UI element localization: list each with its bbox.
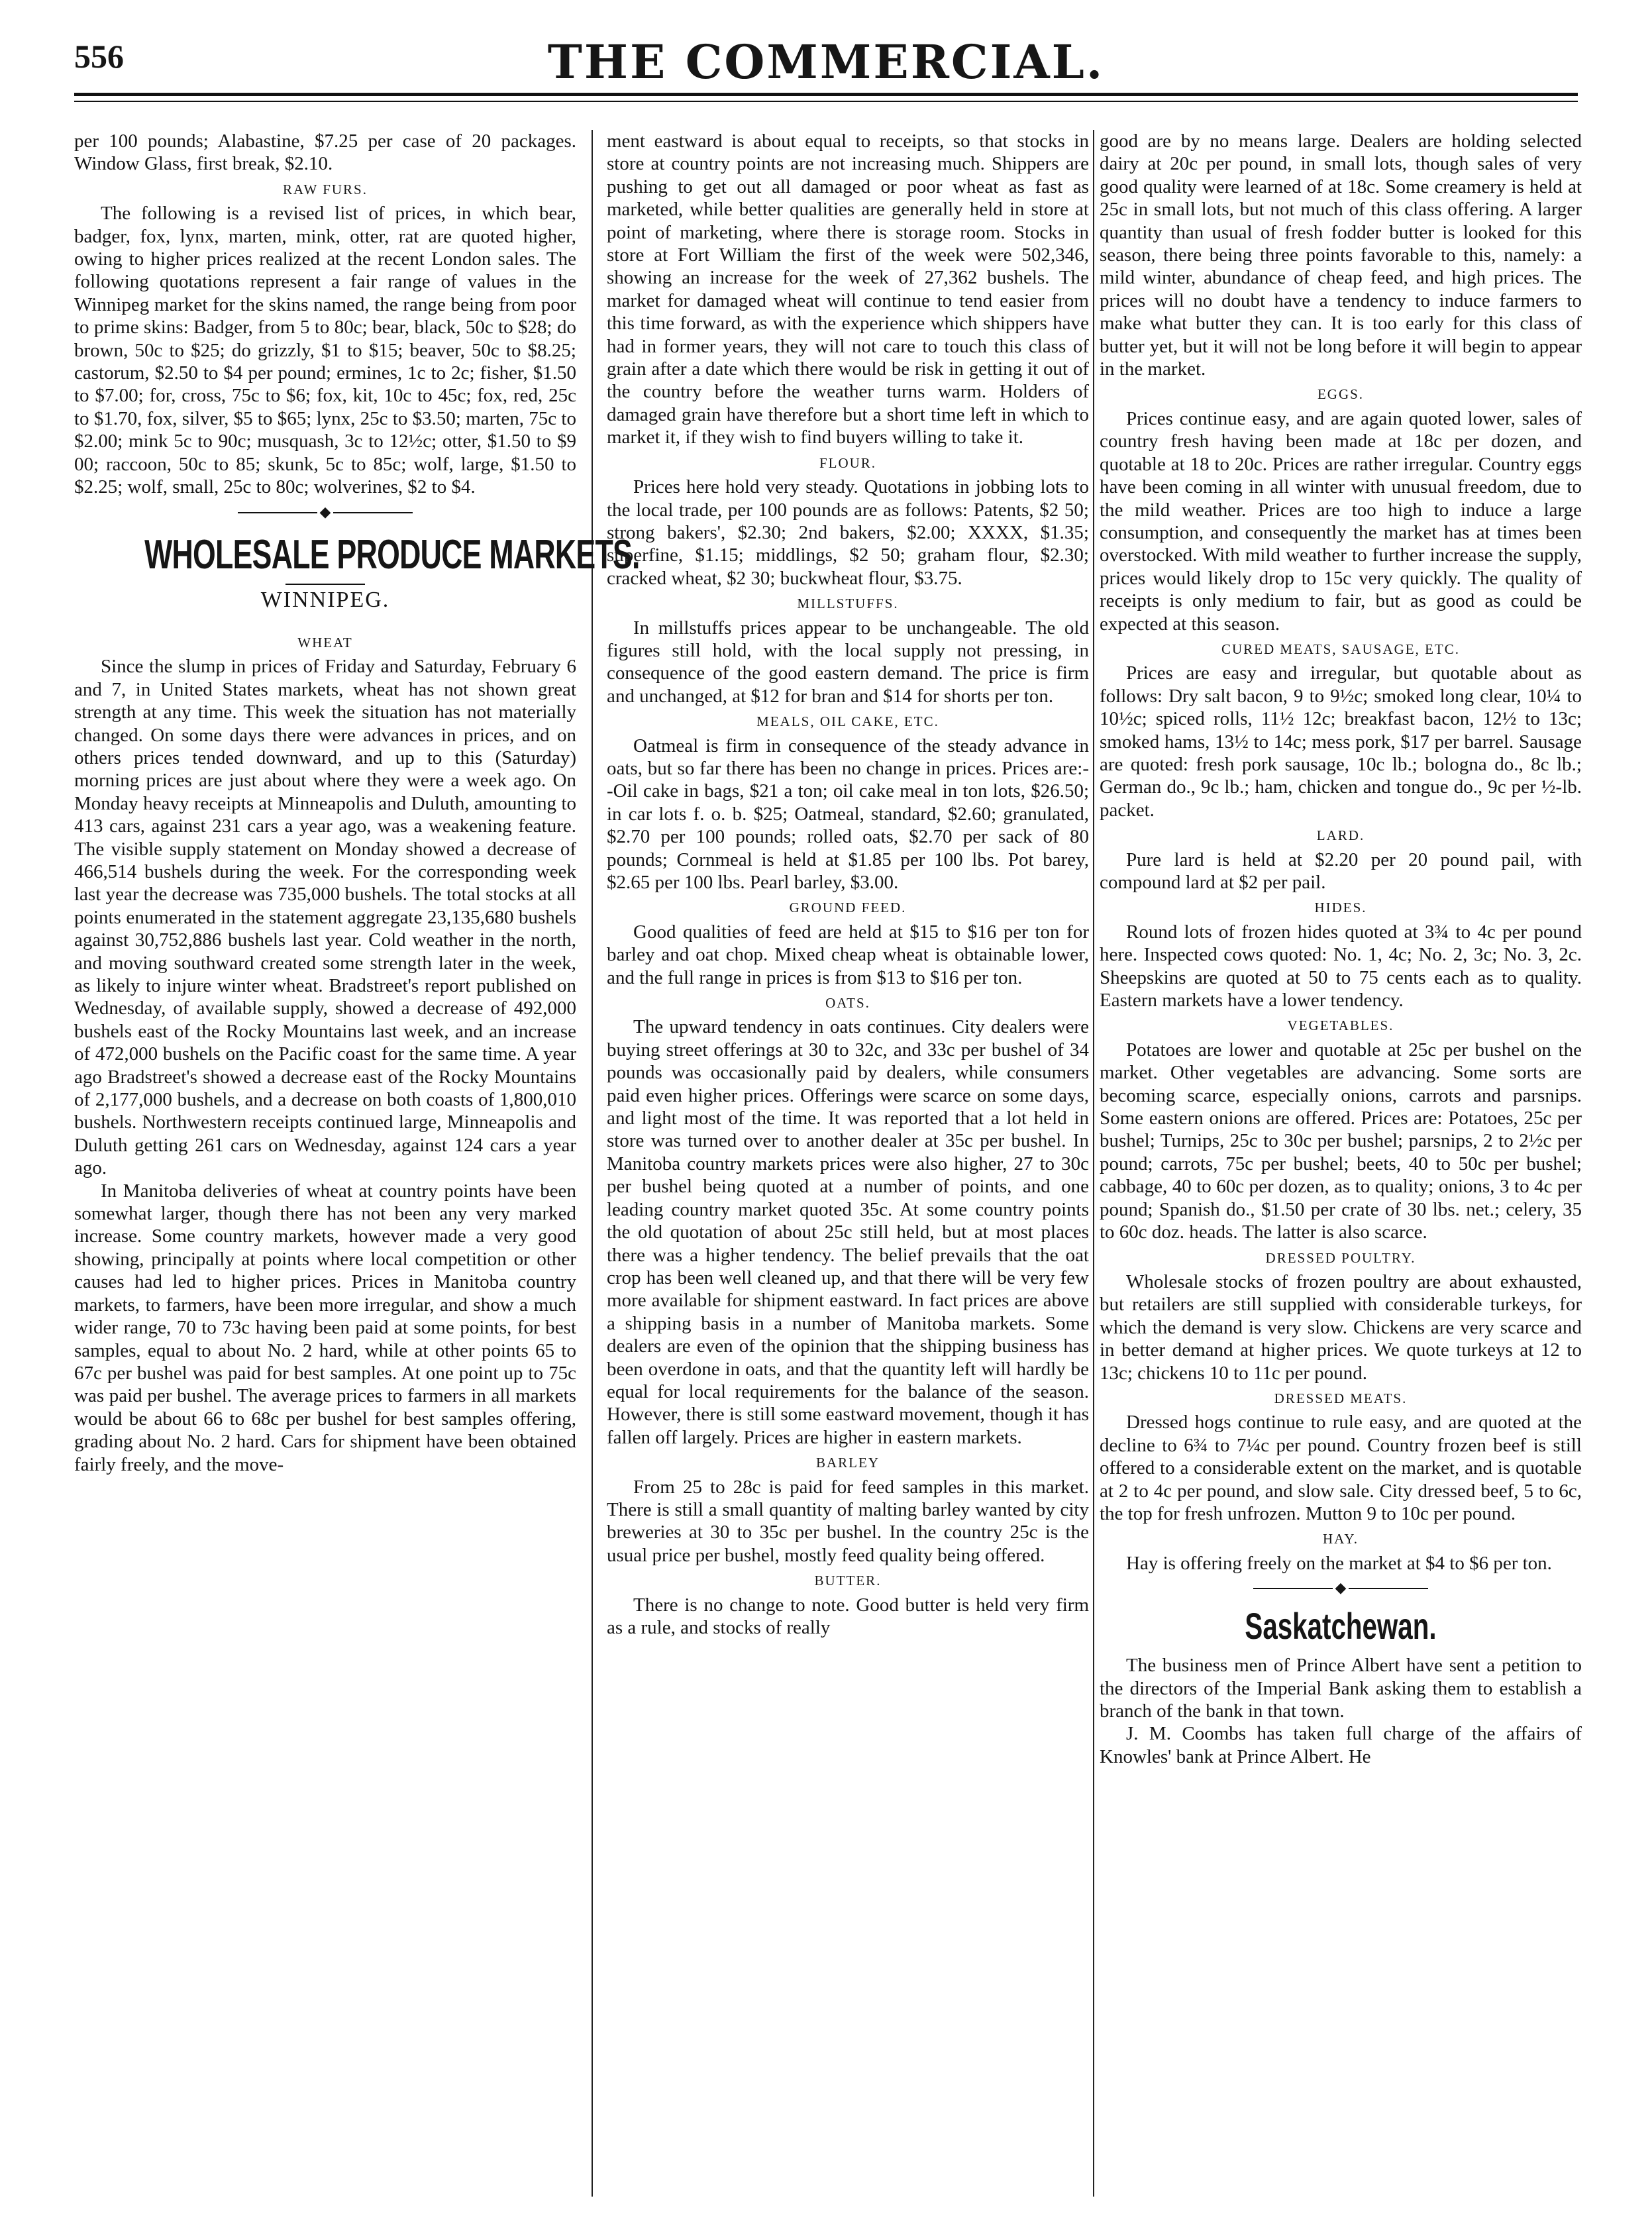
article-paragraph: good are by no means large. Dealers are holding selected dairy at 20c per pound, in small lots, though sales of very good quality were learned of at 18c. Some creamery is held at 25c in small lots, but not much of this class offering. A larger quantity than usual of fresh fodder butter is looked for this season, there being three points favorable to this, namely: a mild winter, abundance of cheap feed, and high prices. The prices will no doubt have a tendency to induce farmers to make what butter they can. It is too early for this class of butter yet, but it will not be long before it will begin to appear in the market. [1100, 130, 1582, 380]
article-paragraph: Prices here hold very steady. Quotations in jobbing lots to the local trade, per 100 pounds are as follows: Patents, $2 50; strong bakers', $2.30; 2nd bakers, $2.00; XXXX, $1.35; superfine, $1.15; middlings, $2 50; graham flour, $2.30; cracked wheat, $2 30; buckwheat flour, $3.75. [607, 476, 1089, 589]
masthead: THE COMMERCIAL. [547, 34, 1105, 89]
column-2 [607, 130, 1089, 2216]
masthead-rule-thick [74, 93, 1578, 96]
section-heading: EGGS. [1317, 386, 1365, 403]
section-heading: BUTTER. [814, 1573, 882, 1589]
ornament-divider: ◆ [1100, 1575, 1582, 1601]
section-heading: MILLSTUFFS. [797, 596, 899, 612]
section-heading: HIDES. [1314, 900, 1367, 916]
page-number: 556 [74, 38, 124, 75]
article-paragraph: Potatoes are lower and quotable at 25c per bushel on the market. Other vegetables are advancing. Some sorts are becoming scarce, especially onions, carrots and parsnips. Some eastern onions are offered. Prices are: Potatoes, 25c per bushel; Turnips, 25c to 30c per bushel; parsnips, 2 to 2½c per pound; carrots, 75c per bushel; beets, 40 to 50c per bushel; cabbage, 40 to 60c per dozen, as to quality; onions, 3 to 4c per pound; Spanish do., $1.50 per crate of 30 lbs. net.; celery, 35 to 60c doz. heads. The latter is also scarce. [1100, 1039, 1582, 1243]
article-paragraph: J. M. Coombs has taken full charge of the affairs of Knowles' bank at Prince Albert. He [1100, 1723, 1582, 1767]
section-heading: CURED MEATS, SAUSAGE, ETC. [1221, 641, 1461, 657]
article-paragraph: Pure lard is held at $2.20 per 20 pound pail, with compound lard at $2 per pail. [1100, 849, 1582, 893]
column-separator [1093, 130, 1094, 2197]
article-paragraph: per 100 pounds; Alabastine, $7.25 per case of 20 packages. Window Glass, first break, $2.10. [74, 130, 576, 175]
article-paragraph: Prices continue easy, and are again quoted lower, sales of country fresh having been made at 18c per dozen, and quotable at 18 to 20c. Prices are rather irregular. Country eggs have been coming in all winter with unusual freedom, due to the mild weather. Prices are too high to induce a large consumption, and consequently the market has at times been overstocked. With mild weather to further increase the supply, prices would likely drop to 15c very quickly. The quality of receipts is only medium to fair, but as good as could be expected at this season. [1100, 407, 1582, 635]
article-paragraph: From 25 to 28c is paid for feed samples in this market. There is still a small quantity of malting barley wanted by city breweries at 30 to 35c per bushel. In the country 25c is the usual price per bushel, mostly feed quality being offered. [607, 1476, 1089, 1566]
article-paragraph: The following is a revised list of prices, in which bear, badger, fox, lynx, marten, mink, otter, rat are quoted higher, owing to higher prices realized at the recent London sales. The following quotations represent a fair range of values in the Winnipeg market for the skins named, the range being from poor to prime skins: Badger, from 5 to 80c; bear, black, 50c to $28; do brown, 50c to $25; do grizzly, $1 to $15; beaver, 50c to $8.25; castorum, $2.50 to $4 per pound; ermines, 1c to 2c; fisher, $1.50 to $7.00; for, cross, 75c to $6; fox, kit, 10c to 45c; fox, red, 25c to $1.70, fox, silver, $5 to $65; lynx, 25c to $3.50; marten, 75c to $2.00; mink 5c to 90c; musquash, 3c to 12½c; otter, $1.50 to $9 00; raccoon, 50c to 85; skunk, 5c to 85c; wolf, large, $1.50 to $2.25; wolf, small, 25c to 80c; wolverines, $2 to $4. [74, 203, 576, 498]
article-paragraph: Round lots of frozen hides quoted at 3¾ to 4c per pound here. Inspected cows quoted: No. 1, 4c; No. 2, 3c; No. 3, 2c. Sheepskins are quoted at 50 to 75 cents each as to quality. Eastern markets have a lower tendency. [1100, 921, 1582, 1012]
article-paragraph: The business men of Prince Albert have sent a petition to the directors of the Imperial Bank asking them to establish a branch of the bank in that town. [1100, 1655, 1582, 1722]
section-heading: FLOUR. [819, 454, 877, 471]
short-rule [285, 584, 365, 585]
section-heading: DRESSED POULTRY. [1265, 1249, 1416, 1266]
article-paragraph: Wholesale stocks of frozen poultry are about exhausted, but retailers are still supplied with considerable turkeys, for which the demand is very slow. Chickens are very scarce and in better demand at higher prices. We quote turkeys at 12 to 13c; chickens 10 to 11c per pound. [1100, 1271, 1582, 1384]
section-heading: VEGETABLES. [1287, 1017, 1394, 1034]
section-heading: MEALS, OIL CAKE, ETC. [756, 713, 939, 730]
article-paragraph: Since the slump in prices of Friday and Saturday, February 6 and 7, in United States markets, wheat has not shown great strength at any time. This week the situation has not materially changed. On some days there were advances in prices, and on others prices tended downward, and up to this (Saturday) morning prices are just about where they were a week ago. On Monday heavy receipts at Minneapolis and Duluth, amounting to 413 cars, against 231 cars a year ago, was a weakening feature. The visible supply statement on Monday showed a decrease of 466,514 bushels during the week. For the corresponding week last year the decrease was 735,000 bushels. The total stocks at all points enumerated in the statement aggregate 23,135,680 bushels against 30,752,886 bushels last year. Cold weather in the north, and moving southward created some strength later in the week, as likely to injure winter wheat. Bradstreet's report published on Wednesday, of available supply, showed a decrease of 492,000 bushels east of the Rocky Mountains last week, and an increase of 472,000 bushels on the Pacific coast for the same time. A year ago Bradstreet's showed a decrease east of the Rocky Mountains of 2,177,000 bushels, and a decrease on both coasts of 1,800,010 bushels. Northwestern receipts continued large, Minneapolis and Duluth getting 261 cars on Wednesday, against 124 cars a year ago. [74, 656, 576, 1179]
article-paragraph: There is no change to note. Good butter is held very firm as a rule, and stocks of really [607, 1594, 1089, 1638]
article-paragraph: Good qualities of feed are held at $15 to $16 per ton for barley and oat chop. Mixed cheap wheat is obtainable lower, and the full range in prices is from $13 to $16 per ton. [607, 921, 1089, 988]
article-paragraph: In millstuffs prices appear to be unchangeable. The old figures still hold, with the local supply not pressing, in consequence of the good eastern demand. The price is firm and unchanged, at $12 for bran and $14 for shorts per ton. [607, 617, 1089, 707]
city-heading: WINNIPEG. [260, 587, 390, 612]
section-heading: OATS. [825, 995, 870, 1012]
section-heading: BARLEY [816, 1455, 880, 1471]
section-heading: LARD. [1316, 827, 1365, 844]
masthead-rule-thin [74, 101, 1578, 102]
article-paragraph: ment eastward is about equal to receipts, so that stocks in store at country points are not increasing much. Shippers are pushing to get out all damaged or poor wheat as fast as marketed, while better qualities are generally held in store at point of marketing, where there is storage room. Stocks in store at Fort William the first of the week were 502,346, showing an increase for the week of 27,362 bushels. The market for damaged wheat will continue to tend easier from this time forward, as with the experience which shippers have had in former years, they will not care to touch this class of grain after a date which there would be risk in getting it out of the country before the weather turns warm. Holders of damaged grain have therefore but a short time left in which to market it, if they wish to find buyers willing to take it. [607, 130, 1089, 448]
section-heading: GROUND FEED. [789, 900, 907, 916]
ornament-divider: ◆ [74, 499, 576, 525]
column-separator [592, 130, 593, 2197]
section-heading: WHEAT [297, 634, 353, 650]
article-paragraph: In Manitoba deliveries of wheat at country points have been somewhat larger, though there has not been any very marked increase. Some country markets, however made a very good showing, principally at points where local competition or other causes had led to higher prices. Prices in Manitoba country markets, to farmers, have been more irregular, and show a much wider range, 70 to 73c having been paid at some points, for best samples, equal to about No. 2 hard, while at other points 65 to 67c per bushel was paid for best samples. At one point up to 75c was paid per bushel. The average prices to farmers in all markets would be about 66 to 68c per bushel for best samples offering, grading about No. 2 hard. Cars for shipment have been obtained fairly freely, and the move- [74, 1180, 576, 1475]
section-heading: DRESSED MEATS. [1274, 1390, 1408, 1406]
saskatchewan-heading: Saskatchewan. [1245, 1605, 1437, 1647]
column-3 [1100, 130, 1582, 2216]
article-paragraph: Oatmeal is firm in consequence of the steady advance in oats, but so far there has been no change in prices. Prices are:--Oil cake in bags, $21 a ton; oil cake meal in ton lots, $26.50; in car lots f. o. b. $25; Oatmeal, standard, $2.60; granulated, $2.70 per 100 pounds; rolled oats, $2.70 per sack of 80 pounds; Cornmeal is held at $1.85 per 100 lbs. Pot barey, $2.65 per 100 lbs. Pearl barley, $3.00. [607, 735, 1089, 893]
section-heading: HAY. [1322, 1531, 1359, 1547]
column-1 [74, 130, 640, 2216]
article-paragraph: The upward tendency in oats continues. City dealers were buying street offerings at 30 to 32c, and 33c per bushel of 34 pounds was occasionally paid by dealers, while consumers paid even higher prices. Offerings were scarce on some days, and light most of the time. It was reported that a lot held in store was turned over to another dealer at 35c per bushel. In Manitoba country markets prices were also higher, 27 to 30c per bushel being quoted at a number of points, and one leading country market quoted 35c. At some country points the old quotation of about 25c still held, but at most places there was a higher tendency. The belief prevails that the oat crop has been well cleaned up, and that there will be very few more available for shipment eastward. In fact prices are above a shipping basis in a number of Manitoba markets. Some dealers are even of the opinion that the shipping business has been overdone in oats, and that the quantity left will hardly be equal for local requirements for the balance of the season. However, there is still some eastward movement, though it has fallen off largely. Prices are higher in eastern markets. [607, 1016, 1089, 1448]
article-paragraph: Dressed hogs continue to rule easy, and are quoted at the decline to 6¾ to 7¼c per pound. Country frozen beef is still offered to a considerable extent on the market, and is quotable at 2 to 4c per pound, and slow sale. City dressed beef, 5 to 6c, the top for fresh unfrozen. Mutton 9 to 10c per pound. [1100, 1412, 1582, 1524]
main-heading: WHOLESALE PRODUCE MARKETS. [144, 531, 640, 578]
section-heading: RAW FURS. [283, 181, 368, 197]
article-paragraph: Hay is offering freely on the market at $4 to $6 per ton. [1126, 1552, 1552, 1574]
article-paragraph: Prices are easy and irregular, but quotable about as follows: Dry salt bacon, 9 to 9½c; smoked long clear, 10¼ to 10½c; spiced rolls, 11½ 12c; breakfast bacon, 12½ to 13c; smoked hams, 13½ to 14c; mess pork, $17 per barrel. Sausage are quoted: fresh pork sausage, 10c lb.; bologna do., 8c lb.; German do., 9c lb.; ham, chicken and tongue do., 9c per ½-lb. packet. [1100, 662, 1582, 821]
